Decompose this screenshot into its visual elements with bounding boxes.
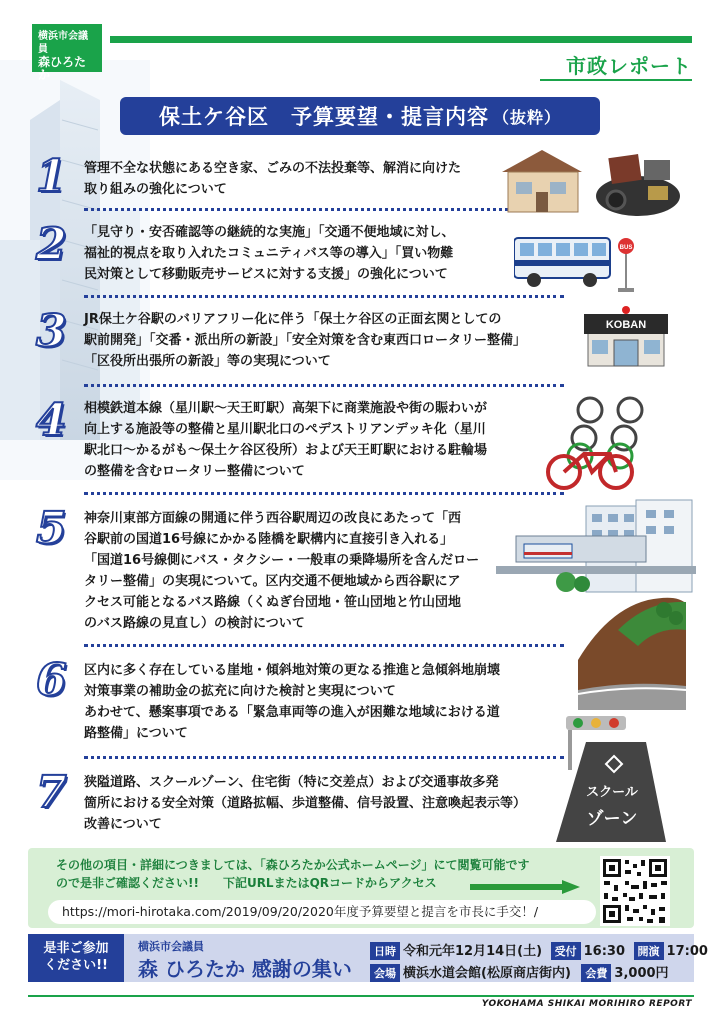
item-line: 対策事業の補助金の拡充に向けた検討と実現について [84, 684, 396, 699]
divider [84, 295, 564, 298]
item-text [84, 508, 524, 634]
koban-illustration [584, 306, 668, 368]
item-line: の整備を含むロータリー整備について [84, 464, 305, 479]
homepage-url-link[interactable]: https://mori-hirotaka.com/2019/09/20/2020年度予算要望と提言を市長に手交！/ [48, 900, 596, 924]
cliff-slope-illustration [578, 590, 686, 710]
event-venue: 横浜水道会館(松原商店街内) [403, 966, 571, 981]
info-line: ので是非ご確認ください!! 下記URLまたはQRコードからアクセス [56, 876, 437, 890]
report-label: 市政レポート [566, 54, 692, 78]
author-badge [32, 24, 102, 82]
item-line: 福祉的視点を取り入れたコミュニティバス等の導入」「買い物難 [84, 246, 454, 261]
item-line: あわせて、懸案事項である「緊急車両等の進入が困難な地域における道 [84, 705, 500, 720]
vacant-house-garbage-illustration [498, 142, 684, 218]
item-line: 狭隘道路、スクールゾーン、住宅街（特に交差点）および交通事故多発 [84, 775, 499, 790]
info-line: その他の項目・詳細につきましては、「森ひろたか公式ホームページ」にて閲覧可能です [56, 858, 530, 872]
road-marking-line2: ゾーン [586, 809, 638, 828]
item-text [84, 660, 574, 744]
item-line: 「国道16号線側にバス・タクシー・一般車の乗降場所を含んだロー [84, 553, 480, 568]
event-venue-row [370, 962, 669, 982]
event-fee: 3,000円 [614, 966, 669, 981]
item-line: 区内に多く存在している崖地・傾斜地対策の更なる推進と急傾斜地崩壊 [84, 663, 501, 678]
item-line: 路整備」について [84, 726, 188, 741]
reception-time: 16:30 [583, 944, 625, 959]
event-date: 令和元年12月14日(土) [403, 944, 543, 959]
item-line: 取り組みの強化について [84, 182, 227, 197]
road-marking-line1: スクール [586, 784, 638, 799]
event-organizer: 横浜市会議員 [138, 940, 204, 953]
footer-rule [28, 995, 694, 997]
divider [84, 644, 564, 647]
item-line: 相模鉄道本線（星川駅～天王町駅）高架下に商業施設や街の賑わいが [84, 401, 488, 416]
bus-stop-sign: BUS [619, 245, 633, 251]
report-underline [540, 79, 692, 81]
divider [84, 492, 564, 495]
venue-tag: 会場 [370, 964, 400, 982]
open-tag: 開演 [634, 942, 664, 960]
bus-illustration [514, 230, 640, 294]
item-line: 「区役所出張所の新設」等の実現について [84, 354, 331, 369]
koban-sign: KOBAN [605, 319, 647, 331]
item-line: 駅前開発」「交番・派出所の新設」「安全対策を含む東西口ロータリー整備」 [84, 333, 527, 348]
page-title-main: 保土ケ谷区 予算要望・提言内容 [158, 105, 489, 129]
item-text [84, 222, 554, 285]
invite-line: ください!! [44, 958, 108, 973]
date-tag: 日時 [370, 942, 400, 960]
open-time: 17:00 [666, 944, 708, 959]
school-zone-road-illustration [556, 712, 676, 842]
item-line: 改善について [84, 817, 162, 832]
item-line: タリー整備」の実現について。区内交通不便地域から西谷駅にア [84, 574, 461, 589]
item-line: 駅北口～かるがも～保土ケ谷区役所）および天王町駅における駐輪場 [84, 443, 488, 458]
item-number: 4 [36, 395, 67, 446]
qr-code-icon[interactable] [600, 856, 670, 926]
invite-line: 是非ご参加 [43, 941, 109, 956]
footer-publication: YOKOHAMA SHIKAI MORIHIRO REPORT [481, 999, 692, 1009]
station-building-illustration [496, 496, 696, 596]
bicycles-illustration [540, 388, 650, 492]
item-number: 3 [36, 306, 67, 357]
event-invite [28, 934, 124, 982]
item-text [84, 309, 584, 372]
divider [84, 756, 564, 759]
header-rule [110, 36, 692, 43]
item-line: 管理不全な状態にある空き家、ごみの不法投棄等、解消に向けた [84, 161, 462, 176]
divider [84, 208, 564, 211]
item-line: 神奈川東部方面線の開通に伴う西谷駅周辺の改良にあたって「西 [84, 511, 462, 526]
item-line: のバス路線の見直し）の検討について [84, 616, 305, 631]
event-name: 森 ひろたか 感謝の集い [138, 957, 352, 981]
item-line: 民対策として移動販売サービスに対する支援」の強化について [84, 267, 448, 282]
divider [84, 384, 564, 387]
item-text [84, 772, 564, 835]
item-line: 「見守り・安否確認等の継続的な実施」「交通不便地域に対し、 [84, 225, 455, 240]
item-line: JR保土ケ谷駅のバリアフリー化に伴う「保土ケ谷区の正面玄関としての [84, 312, 502, 327]
fee-tag: 会費 [581, 964, 611, 982]
arrow-right-icon [470, 880, 580, 894]
badge-title: 横浜市会議員 [38, 31, 88, 55]
item-line: 向上する施設等の整備と星川駅北口のペデストリアンデッキ化（星川 [84, 422, 486, 437]
item-number: 1 [36, 151, 67, 202]
badge-name: 森ひろたか [38, 55, 87, 82]
item-text [84, 158, 554, 200]
reception-tag: 受付 [551, 942, 581, 960]
item-number: 5 [36, 503, 67, 554]
item-number: 7 [36, 767, 67, 818]
item-line: 谷駅前の国道16号線にかかる陸橋を駅構内に直接引き入れる」 [84, 532, 454, 547]
item-text [84, 398, 554, 482]
item-number: 2 [36, 219, 67, 270]
item-line: クセス可能となるバス路線（くぬぎ台団地・笹山団地と竹山団地 [84, 595, 462, 610]
item-number: 6 [36, 655, 67, 706]
item-line: 箇所における安全対策（道路拡幅、歩道整備、信号設置、注意喚起表示等） [84, 796, 527, 811]
page-title [120, 97, 600, 135]
event-datetime [370, 940, 708, 960]
page-title-suffix: （抜粋） [492, 107, 561, 127]
